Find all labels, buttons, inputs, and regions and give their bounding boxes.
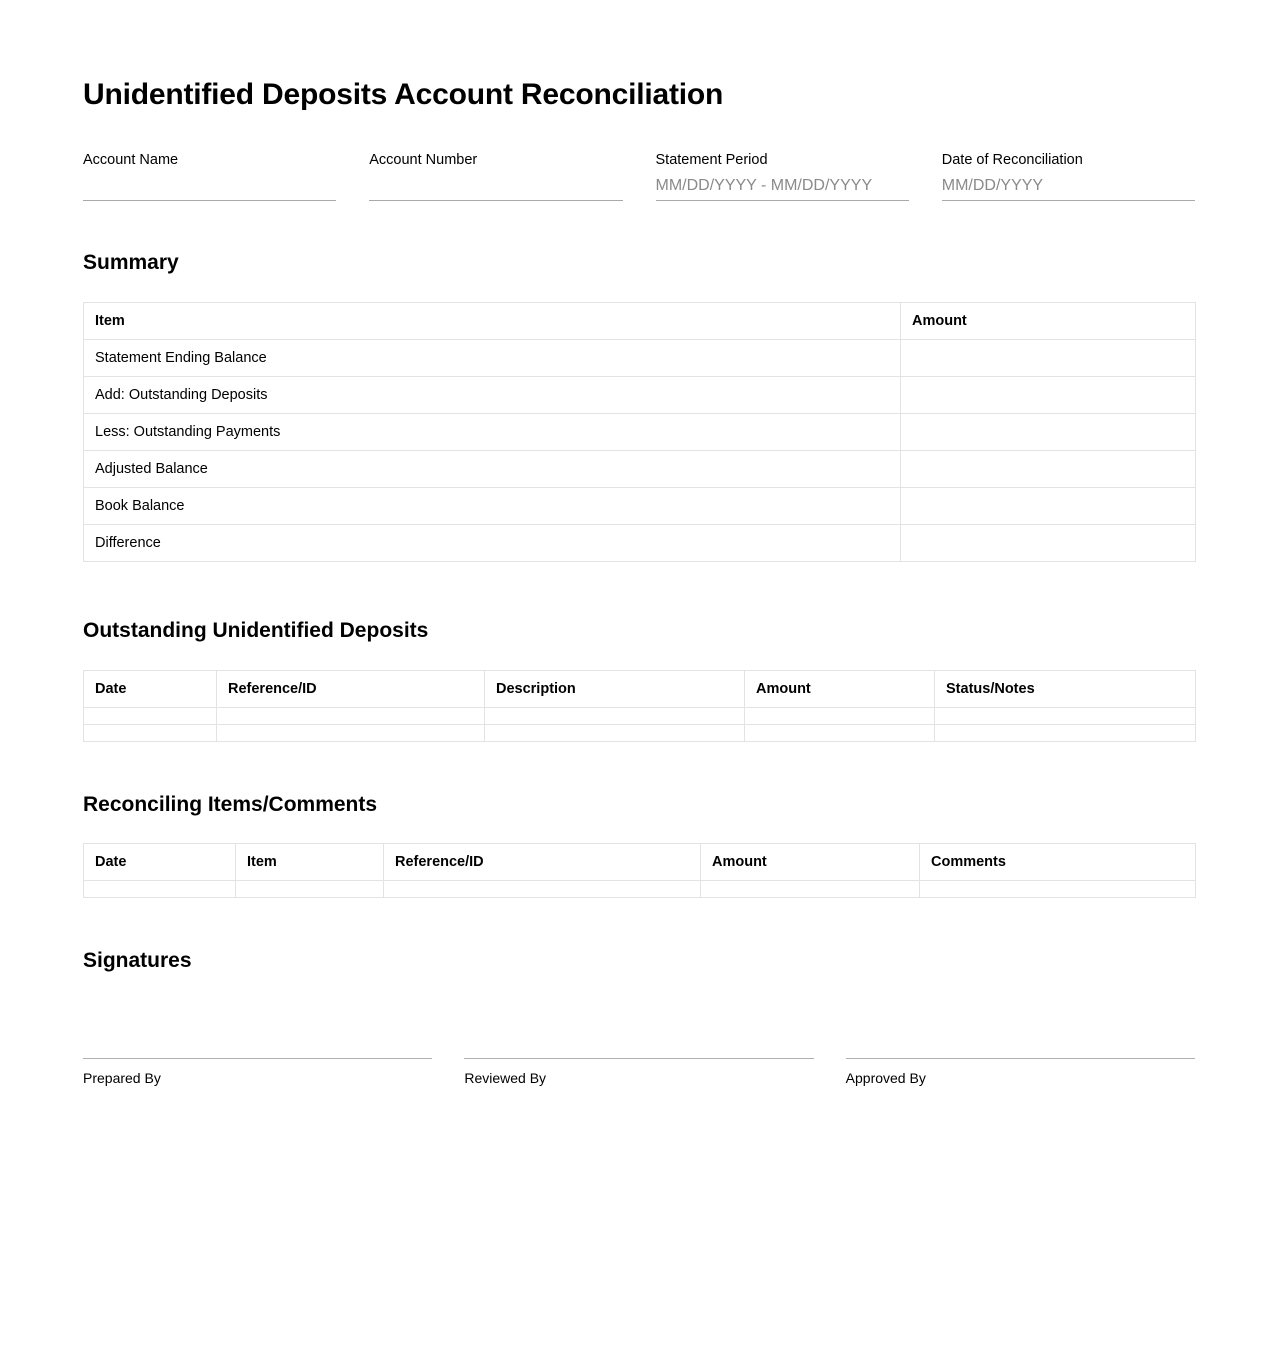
field-account-name	[83, 151, 336, 202]
date-of-reconciliation-input[interactable]	[942, 174, 1195, 201]
column-header-item: Item	[236, 843, 384, 880]
table-row	[84, 451, 1196, 488]
table-row	[84, 525, 1196, 562]
summary-item-label: Less: Outstanding Payments	[84, 413, 901, 450]
reconciling-reference-cell[interactable]	[384, 881, 701, 898]
deposit-date-cell[interactable]	[84, 724, 217, 741]
column-header-amount: Amount	[901, 302, 1196, 339]
summary-amount-cell[interactable]	[901, 413, 1196, 450]
deposit-description-cell[interactable]	[485, 707, 745, 724]
signature-block-prepared-by	[83, 1057, 432, 1087]
summary-table	[83, 302, 1196, 563]
signature-line-reviewed-by[interactable]	[464, 1057, 813, 1059]
reconciling-amount-cell[interactable]	[701, 881, 920, 898]
account-number-input[interactable]	[369, 174, 622, 201]
field-label-account-name: Account Name	[83, 151, 179, 168]
deposit-reference-cell[interactable]	[217, 724, 485, 741]
summary-item-label: Book Balance	[84, 488, 901, 525]
column-header-amount: Amount	[745, 670, 935, 707]
field-date-of-reconciliation	[942, 151, 1195, 202]
page-bottom-spacer	[83, 1087, 1195, 1372]
signatures-row	[83, 1057, 1195, 1087]
column-header-amount: Amount	[701, 843, 920, 880]
deposit-date-cell[interactable]	[84, 707, 217, 724]
field-statement-period	[656, 151, 909, 202]
signature-line-prepared-by[interactable]	[83, 1057, 432, 1059]
table-row	[84, 881, 1196, 898]
table-header-row	[84, 843, 1196, 880]
section-title-signatures: Signatures	[83, 949, 192, 973]
reconciling-item-cell[interactable]	[236, 881, 384, 898]
summary-amount-cell[interactable]	[901, 525, 1196, 562]
signature-line-approved-by[interactable]	[846, 1057, 1195, 1059]
outstanding-deposits-table	[83, 670, 1196, 742]
field-label-statement-period: Statement Period	[655, 151, 768, 168]
deposit-reference-cell[interactable]	[217, 707, 485, 724]
column-header-date: Date	[84, 843, 236, 880]
column-header-date: Date	[84, 670, 217, 707]
reconciling-items-table	[83, 843, 1196, 898]
deposit-status-cell[interactable]	[935, 707, 1196, 724]
signature-block-approved-by	[846, 1057, 1195, 1087]
signature-label-reviewed-by: Reviewed By	[464, 1070, 547, 1087]
summary-item-label: Adjusted Balance	[84, 451, 901, 488]
table-header-row	[84, 302, 1196, 339]
header-fields-row	[83, 151, 1195, 202]
deposit-amount-cell[interactable]	[745, 724, 935, 741]
column-header-reference-id: Reference/ID	[384, 843, 701, 880]
summary-amount-cell[interactable]	[901, 376, 1196, 413]
table-row	[84, 339, 1196, 376]
page-title: Unidentified Deposits Account Reconciliation	[83, 78, 724, 111]
statement-period-input[interactable]	[656, 174, 909, 201]
column-header-comments: Comments	[920, 843, 1196, 880]
field-label-account-number: Account Number	[369, 151, 478, 168]
signature-label-approved-by: Approved By	[845, 1070, 926, 1087]
summary-amount-cell[interactable]	[901, 451, 1196, 488]
field-account-number	[369, 151, 622, 202]
reconciling-date-cell[interactable]	[84, 881, 236, 898]
table-row	[84, 724, 1196, 741]
signature-block-reviewed-by	[464, 1057, 813, 1087]
summary-item-label: Difference	[84, 525, 901, 562]
deposit-amount-cell[interactable]	[745, 707, 935, 724]
deposit-status-cell[interactable]	[935, 724, 1196, 741]
summary-amount-cell[interactable]	[901, 488, 1196, 525]
deposit-description-cell[interactable]	[485, 724, 745, 741]
field-label-date-of-reconciliation: Date of Reconciliation	[941, 151, 1083, 168]
table-row	[84, 376, 1196, 413]
summary-item-label: Add: Outstanding Deposits	[84, 376, 901, 413]
account-name-input[interactable]	[83, 174, 336, 201]
column-header-item: Item	[84, 302, 901, 339]
column-header-description: Description	[485, 670, 745, 707]
table-row	[84, 413, 1196, 450]
summary-item-label: Statement Ending Balance	[84, 339, 901, 376]
section-title-summary: Summary	[83, 251, 179, 275]
summary-amount-cell[interactable]	[901, 339, 1196, 376]
signature-label-prepared-by: Prepared By	[83, 1070, 161, 1087]
table-header-row	[84, 670, 1196, 707]
section-title-deposits: Outstanding Unidentified Deposits	[83, 619, 429, 643]
section-title-reconciling: Reconciling Items/Comments	[83, 792, 378, 816]
table-row	[84, 707, 1196, 724]
column-header-status-notes: Status/Notes	[935, 670, 1196, 707]
table-row	[84, 488, 1196, 525]
column-header-reference-id: Reference/ID	[217, 670, 485, 707]
reconciling-comments-cell[interactable]	[920, 881, 1196, 898]
